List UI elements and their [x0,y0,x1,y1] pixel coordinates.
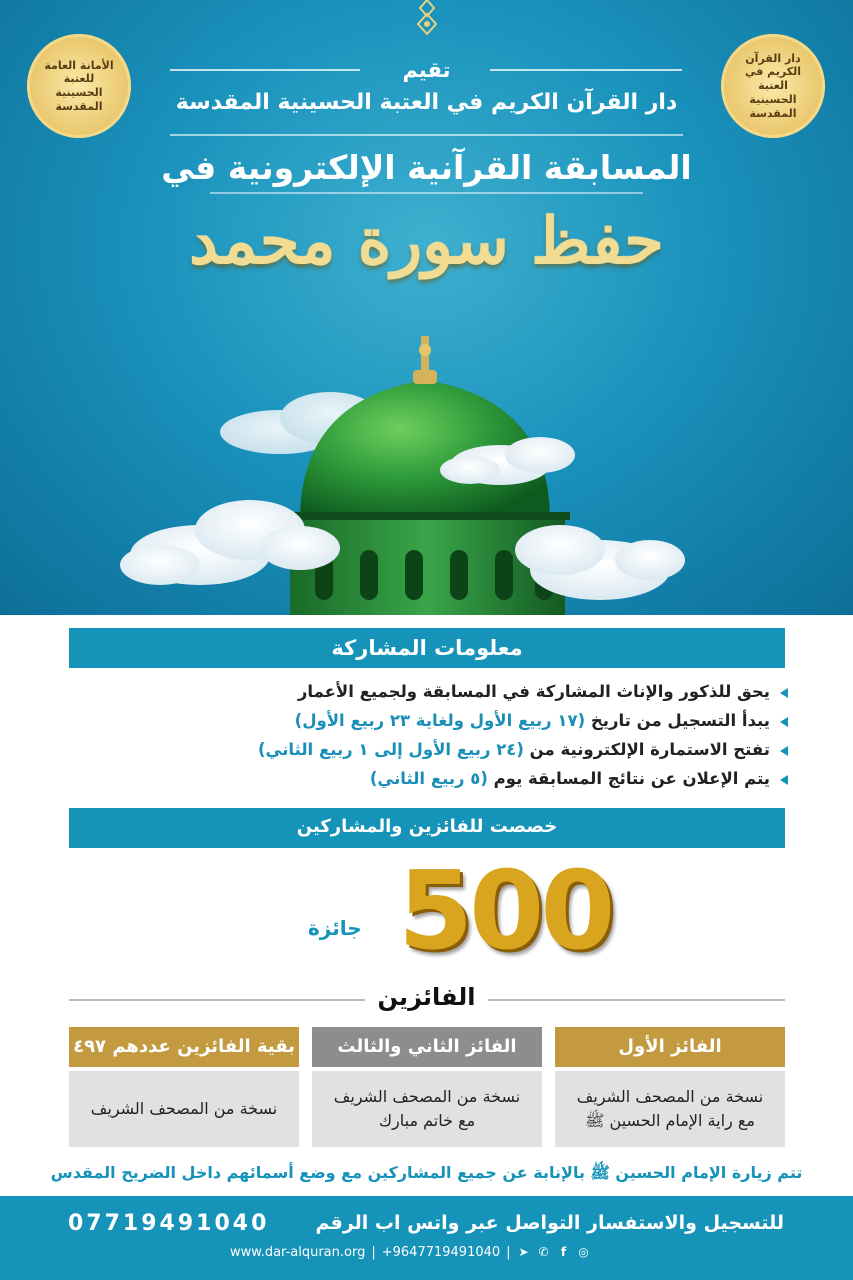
contact-text: للتسجيل والاستفسار التواصل عبر واتس اب الرقم [315,1212,784,1234]
card-heading: الفائز الأول [555,1027,785,1067]
list-item: تفتح الاستمارة الإلكترونية من (٢٤ ربيع الأول إلى ١ ربيع الثاني) [80,735,790,764]
holy-shrine-logo: الأمانة العامة للعتبة الحسينية المقدسة [27,34,131,138]
divider-line [210,192,643,194]
prize-count: 500 [398,849,612,974]
visit-note: تتم زيارة الإمام الحسين ﷺ بالإنابة عن جميع المشاركين مع وضع أسمائهم داخل الضريح المقدس [50,1163,803,1182]
first-winner-card [555,1027,785,1147]
hero-banner [0,0,853,615]
facebook-icon[interactable]: f [560,1245,567,1259]
organization-name: دار القرآن الكريم في العتبة الحسينية المقدسة [175,90,678,115]
list-item: يبدأ التسجيل من تاريخ (١٧ ربيع الأول ولغاية ٢٣ ربيع الأول) [80,706,790,735]
footer [0,1196,853,1280]
list-item: يحق للذكور والإناث المشاركة في المسابقة ولجميع الأعمار [80,677,790,706]
card-body: نسخة من المصحف الشريف مع خاتم مبارك [312,1071,542,1147]
presents-label: تقيم [402,58,451,82]
ornament-icon [414,0,440,36]
second-third-winner-card [312,1027,542,1147]
phone-number[interactable]: 07719491040 [68,1210,270,1236]
competition-title: المسابقة القرآنية الإلكترونية في [161,148,692,187]
telegram-icon[interactable]: ➤ [518,1245,529,1259]
card-body: نسخة من المصحف الشريف [69,1071,299,1147]
winners-title: الفائزين [365,983,487,1011]
dar-alquran-logo: دار القرآن الكريم في العتبة الحسينية المقدسة [721,34,825,138]
calligraphy-title: حفظ سورة محمد [189,204,664,279]
social-row: www.dar-alquran.org | +9647719491040 | ➤ ✆ f ◎ [230,1244,589,1260]
prize-word: جائزة [308,916,362,940]
remaining-winners-card [69,1027,299,1147]
list-item: يتم الإعلان عن نتائج المسابقة يوم (٥ ربيع الثاني) [80,764,790,793]
card-heading: بقية الفائزين عددهم ٤٩٧ [69,1027,299,1067]
contact-row [68,1208,784,1238]
whatsapp-icon[interactable]: ✆ [538,1245,549,1259]
participation-heading: معلومات المشاركة [69,628,785,668]
card-heading: الفائز الثاني والثالث [312,1027,542,1067]
instagram-icon[interactable]: ◎ [578,1245,589,1259]
card-body: نسخة من المصحف الشريف مع راية الإمام الحسين ﷺ [555,1071,785,1147]
winners-title-wrap [0,983,853,1011]
social-phone[interactable]: +9647719491040 [381,1244,501,1260]
divider-line [170,134,683,136]
website-link[interactable]: www.dar-alquran.org [230,1244,366,1260]
participation-list [80,677,790,793]
prizes-heading: خصصت للفائزين والمشاركين [69,808,785,848]
